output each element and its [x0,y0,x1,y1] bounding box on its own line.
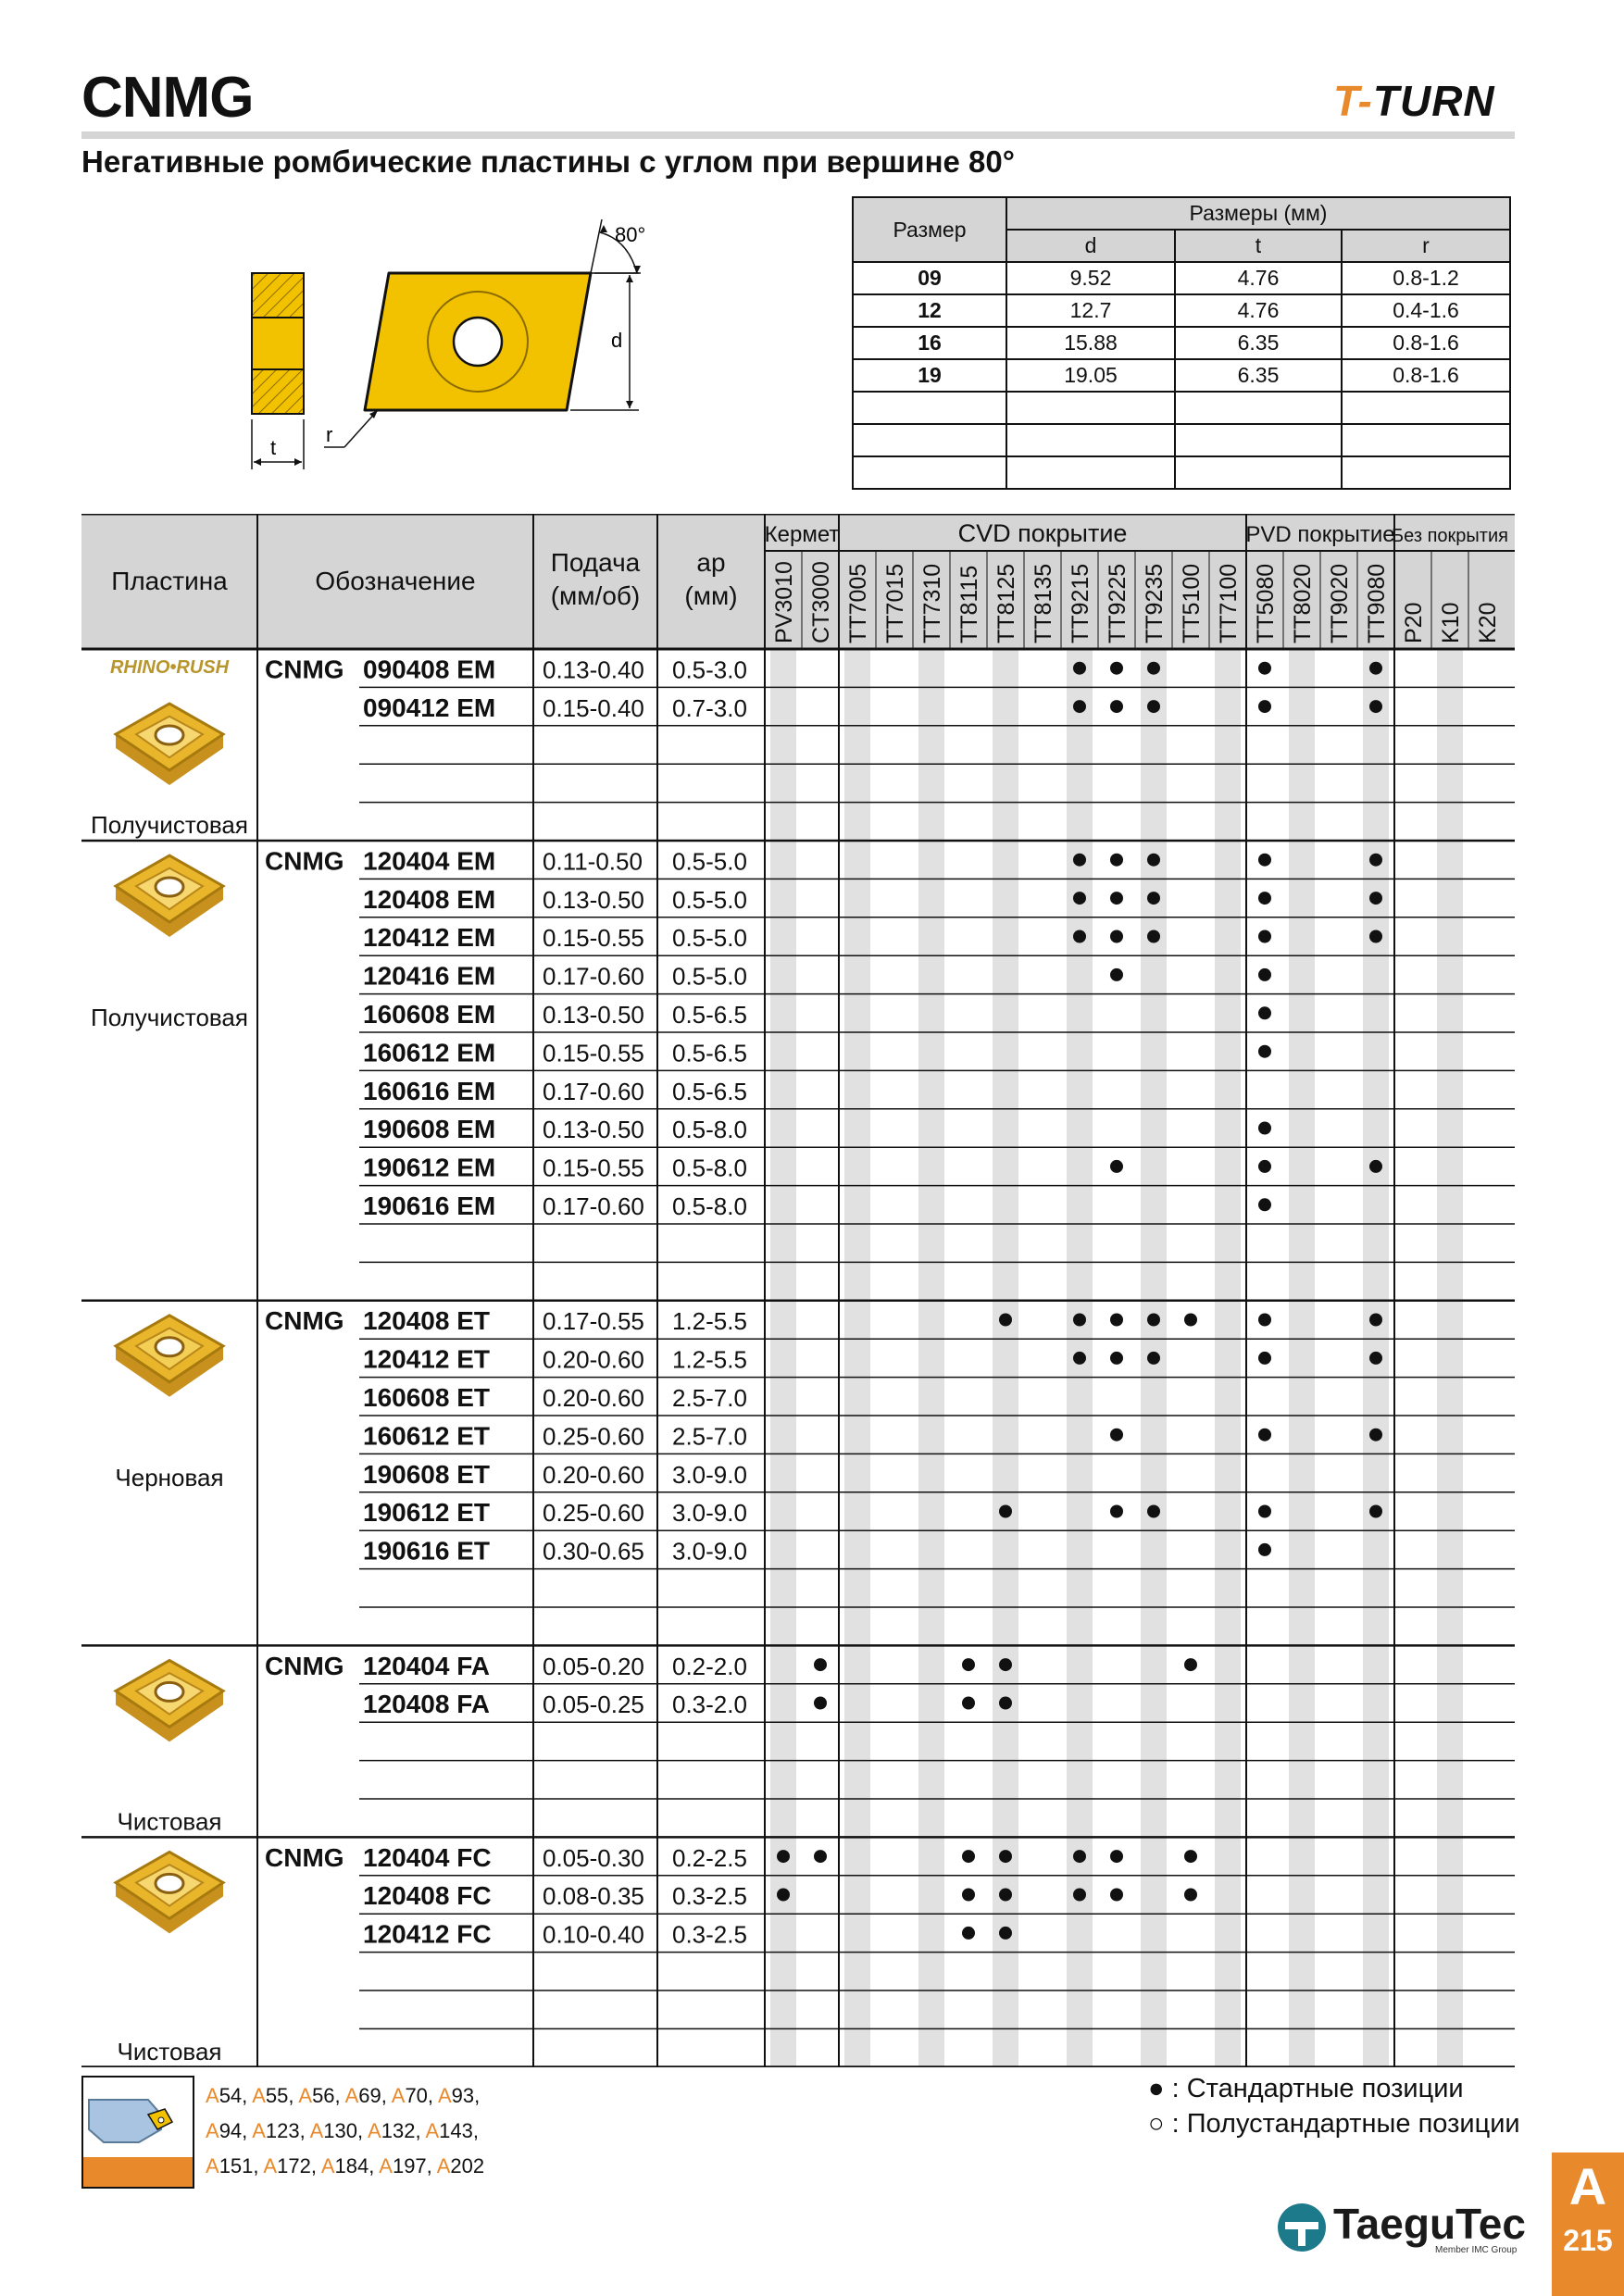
designation-code: 190612 ET [363,1498,490,1528]
ap-value: 0.5-5.0 [672,885,747,914]
standard-dot [1258,1045,1271,1058]
feed-value: 0.05-0.25 [543,1691,644,1719]
standard-dot [1147,700,1160,713]
designation-code: 120412 FC [363,1919,492,1949]
standard-dot [1110,1352,1123,1365]
designation-code: 120408 FA [363,1690,490,1719]
standard-dot [999,1889,1012,1902]
rhino-rush-logo: RHINO•RUSH [109,657,230,678]
grade-label: K20 [1475,602,1501,643]
dims-r [1342,456,1510,489]
grade-label: TT9215 [1068,563,1093,643]
logo-part-2: TURN [1372,77,1495,125]
standard-dot [1258,1006,1271,1019]
feed-value: 0.13-0.50 [543,1001,644,1029]
standard-dot [1369,892,1382,905]
brand-subtitle: Member IMC Group [1435,2245,1518,2255]
grade-label: TT8115 [956,565,982,643]
dims-r: 0.8-1.6 [1342,327,1510,359]
grade-label: TT9235 [1142,563,1168,643]
standard-dot [1184,1889,1197,1902]
designation-code: 190608 ET [363,1459,490,1489]
standard-dot [1110,662,1123,675]
toolholder-reference-icon [81,2076,194,2189]
grade-label: K10 [1438,602,1464,643]
dims-size: 19 [853,359,1006,392]
standard-dot [1184,1850,1197,1863]
standard-dot [1110,968,1123,981]
product-table [81,514,1515,2067]
designation-code: 120404 FC [363,1842,492,1872]
dims-t: 6.35 [1175,327,1342,359]
insert-photo-icon [116,1316,223,1397]
dims-t [1175,456,1342,489]
ap-value: 1.2-5.5 [672,1307,747,1336]
page-reference: A143 [425,2119,473,2142]
standard-dot [1147,1352,1160,1365]
page-reference: A94 [206,2119,243,2142]
standard-dot [814,1850,827,1863]
standard-dot [1258,1160,1271,1173]
page-references: A54, A55, A56, A69, A70, A93, A94, A123, A130, A132, A143, A151, A172, A184, A197, A202 [206,2084,485,2177]
ap-value: 0.5-8.0 [672,1154,747,1182]
insert-photo-icon [116,1852,223,1933]
dims-t [1175,392,1342,424]
dims-d: 9.52 [1006,262,1175,294]
page-reference: A202 [436,2154,485,2177]
dims-row [853,327,1510,359]
dims-size [853,392,1006,424]
feed-value: 0.08-0.35 [543,1882,644,1911]
dims-d: 15.88 [1006,327,1175,359]
designation-code: 120408 ET [363,1306,490,1336]
grade-stripe [1289,649,1315,2067]
standard-dot [1110,1850,1123,1863]
dims-d [1006,424,1175,456]
dims-col-d: d [1006,230,1175,262]
page-reference: A130 [309,2119,358,2142]
standard-dot [1369,1314,1382,1327]
standard-dot [999,1658,1012,1671]
feed-value: 0.13-0.50 [543,1116,644,1144]
header-group-cermet: Кермет [764,522,840,547]
header-designation: Обозначение [315,567,476,595]
standard-dot [1110,1505,1123,1518]
standard-dot [1110,930,1123,943]
designation-code: 120408 FC [363,1881,492,1911]
standard-dot [962,1889,975,1902]
standard-dot [1369,854,1382,867]
header-group-uncoated: Без покрытия [1392,526,1508,546]
section-letter: A [1568,2157,1607,2215]
angle-label: 80° [615,223,646,246]
page-reference: A197 [379,2154,427,2177]
dims-size: 09 [853,262,1006,294]
standard-dot [1258,1198,1271,1211]
standard-dot [962,1697,975,1710]
feed-value: 0.13-0.40 [543,655,644,684]
page-number: 215 [1563,2224,1613,2257]
standard-dot [1110,700,1123,713]
grade-label: TT7310 [919,563,945,643]
grade-label: TT5100 [1179,563,1205,643]
dims-d: 12.7 [1006,294,1175,327]
standard-dot [1369,700,1382,713]
page-title: CNMG [81,66,254,130]
standard-dot [1147,892,1160,905]
standard-dot [1258,854,1271,867]
standard-dot [1258,1505,1271,1518]
insert-photo-icon [116,855,223,937]
designation-code: 120412 ET [363,1344,490,1374]
ap-value: 0.5-3.0 [672,655,747,684]
designation-code: 120404 FA [363,1651,490,1680]
designation-code: 190616 ET [363,1536,490,1566]
dims-row [853,392,1510,424]
page-reference: A151 [206,2154,254,2177]
dims-r [1342,392,1510,424]
standard-dot [999,1850,1012,1863]
dimensions-table [852,196,1511,490]
standard-dot [1258,1352,1271,1365]
t-dim-label: t [270,436,277,459]
standard-dot [814,1697,827,1710]
dims-r [1342,424,1510,456]
standard-dot [1073,854,1086,867]
designation-prefix: CNMG [265,655,344,684]
dims-t: 4.76 [1175,262,1342,294]
dims-col-r: r [1342,230,1510,262]
insert-application-label: Получистовая [91,811,248,839]
dims-r: 0.4-1.6 [1342,294,1510,327]
brand-name: TaeguTec [1333,2200,1526,2248]
designation-prefix: CNMG [265,1842,344,1872]
header-insert: Пластина [111,567,228,595]
ap-value: 0.3-2.5 [672,1920,747,1949]
feed-value: 0.10-0.40 [543,1920,644,1949]
designation-code: 190608 EM [363,1115,496,1144]
legend-semistandard: ○ : Полустандартные позиции [1148,2109,1520,2139]
grade-label: TT8135 [1031,563,1056,643]
feed-value: 0.05-0.30 [543,1843,644,1872]
feed-value: 0.20-0.60 [543,1384,644,1412]
designation-code: 090408 EM [363,655,496,684]
ap-value: 3.0-9.0 [672,1460,747,1489]
feed-value: 0.13-0.50 [543,885,644,914]
ap-value: 0.2-2.0 [672,1652,747,1680]
r-dim-label: r [326,423,333,446]
feed-value: 0.15-0.55 [543,1039,644,1067]
feed-value: 0.05-0.20 [543,1652,644,1680]
standard-dot [1369,930,1382,943]
grade-stripe [844,649,870,2067]
grade-label: TT8125 [993,563,1019,643]
dims-row [853,294,1510,327]
feed-value: 0.17-0.60 [543,1077,644,1105]
taegutec-emblem-icon [1276,2202,1328,2253]
standard-dot [1110,854,1123,867]
dims-t: 4.76 [1175,294,1342,327]
standard-dot [1110,1314,1123,1327]
feed-value: 0.15-0.40 [543,693,644,722]
designation-code: 160612 ET [363,1421,490,1451]
grade-label: TT9020 [1327,563,1353,643]
ap-value: 0.2-2.5 [672,1843,747,1872]
grade-label: P20 [1401,602,1427,643]
designation-prefix: CNMG [265,1651,344,1680]
dims-r: 0.8-1.2 [1342,262,1510,294]
dims-size [853,456,1006,489]
designation-prefix: CNMG [265,846,344,876]
standard-dot [1258,1314,1271,1327]
standard-dot [1073,700,1086,713]
standard-dot [1073,1352,1086,1365]
header-ap: ap [696,548,726,577]
top-view [324,219,645,447]
standard-dot [1110,1889,1123,1902]
dims-t: 6.35 [1175,359,1342,392]
insert-application-label: Чистовая [117,1807,222,1836]
page-reference: A132 [368,2119,416,2142]
standard-dot [814,1658,827,1671]
designation-code: 190616 EM [363,1192,496,1220]
page-reference: A93 [437,2084,475,2107]
dims-size-header: Размер [853,197,1006,262]
page-reference: A54 [206,2084,243,2107]
designation-code: 160608 ET [363,1383,490,1412]
designation-code: 120408 EM [363,884,496,914]
grade-stripe [1215,649,1241,2067]
page-tab [1552,2152,1624,2296]
logo-part-1: T- [1333,77,1373,125]
designation-code: 160616 EM [363,1076,496,1105]
insert-application-label: Чистовая [117,2037,222,2065]
standard-dot [962,1850,975,1863]
dims-row [853,262,1510,294]
header-rule [81,131,1515,139]
standard-dot [1073,1889,1086,1902]
standard-dot [777,1850,790,1863]
ap-value: 1.2-5.5 [672,1345,747,1374]
dims-size: 16 [853,327,1006,359]
designation-code: 190612 EM [363,1153,496,1182]
insert-application-label: Получистовая [91,1004,248,1031]
grade-stripe [1437,649,1463,2067]
standard-dot [1258,930,1271,943]
page-reference: A184 [320,2154,369,2177]
feed-value: 0.15-0.55 [543,1154,644,1182]
header-feed: Подача [550,548,641,577]
standard-dot [1258,1122,1271,1135]
standard-dot [1073,892,1086,905]
dims-row [853,424,1510,456]
standard-dot [999,1505,1012,1518]
header-group-pvd: PVD покрытие [1245,522,1395,547]
standard-dot [1258,968,1271,981]
standard-dot [1369,1429,1382,1441]
feed-value: 0.30-0.65 [543,1537,644,1566]
designation-code: 120412 EM [363,923,496,953]
feed-value: 0.17-0.55 [543,1307,644,1336]
standard-dot [1258,1543,1271,1556]
header-ap-unit: (мм) [684,581,738,610]
page-reference: A55 [252,2084,289,2107]
grade-label: TT5080 [1253,563,1279,643]
insert-photo-icon [116,704,223,785]
standard-dot [1258,892,1271,905]
standard-dot [1369,1352,1382,1365]
standard-dot [1073,1314,1086,1327]
d-dim-label: d [611,329,623,352]
standard-dot [1258,662,1271,675]
t-turn-logo [1333,76,1495,126]
dims-r: 0.8-1.6 [1342,359,1510,392]
side-view [252,273,304,469]
ap-value: 2.5-7.0 [672,1422,747,1451]
grade-label: TT7015 [882,563,908,643]
dims-row [853,456,1510,489]
standard-dot [1073,662,1086,675]
insert-application-label: Черновая [115,1463,224,1491]
ap-value: 3.0-9.0 [672,1537,747,1566]
standard-dot [1147,1314,1160,1327]
ap-value: 0.7-3.0 [672,693,747,722]
page-reference: A56 [298,2084,335,2107]
ap-value: 0.5-5.0 [672,924,747,953]
insert-photo-icon [116,1660,223,1741]
designation-prefix: CNMG [265,1306,344,1336]
feed-value: 0.11-0.50 [543,847,643,876]
designation-code: 090412 EM [363,693,496,722]
designation-code: 120416 EM [363,961,496,991]
grade-label: TT7100 [1216,563,1242,643]
standard-dot [1258,1429,1271,1441]
ap-value: 0.3-2.0 [672,1691,747,1719]
standard-dot [1369,1505,1382,1518]
feed-value: 0.25-0.60 [543,1422,644,1451]
grade-label: TT7005 [845,563,871,643]
feed-value: 0.17-0.60 [543,962,644,991]
designation-code: 120404 EM [363,846,496,876]
dims-size [853,424,1006,456]
header-feed-unit: (мм/об) [550,581,641,610]
ap-value: 0.5-6.5 [672,1001,747,1029]
standard-dot [777,1889,790,1902]
grade-label: CT3000 [808,561,834,643]
dims-main-header: Размеры (мм) [1006,197,1510,230]
standard-dot [1258,700,1271,713]
standard-dot [962,1927,975,1940]
legend-standard: ● : Стандартные позиции [1148,2074,1464,2103]
standard-dot [1110,892,1123,905]
dims-size: 12 [853,294,1006,327]
insert-diagram [241,208,685,477]
standard-dot [1369,662,1382,675]
standard-dot [1184,1314,1197,1327]
ap-value: 0.5-5.0 [672,847,747,876]
standard-dot [1147,662,1160,675]
grade-stripe [918,649,944,2067]
page-reference: A172 [263,2154,311,2177]
feed-value: 0.15-0.55 [543,924,644,953]
dims-d: 19.05 [1006,359,1175,392]
designation-code: 160608 EM [363,1000,496,1029]
feed-value: 0.20-0.60 [543,1460,644,1489]
standard-dot [999,1697,1012,1710]
dims-t [1175,424,1342,456]
standard-dot [1073,1850,1086,1863]
grade-label: TT8020 [1290,563,1316,643]
dims-d [1006,392,1175,424]
header-group-cvd: CVD покрытие [957,519,1128,547]
page-reference: A70 [391,2084,428,2107]
standard-dot [1369,1160,1382,1173]
standard-dot [1147,1505,1160,1518]
standard-dot [1184,1658,1197,1671]
page-reference: A123 [252,2119,300,2142]
grade-label: TT9080 [1364,563,1390,643]
ap-value: 3.0-9.0 [672,1499,747,1528]
standard-dot [1147,930,1160,943]
ap-value: 0.5-8.0 [672,1116,747,1144]
ap-value: 0.5-6.5 [672,1077,747,1105]
standard-dot [1073,930,1086,943]
standard-dot [962,1658,975,1671]
standard-dot [999,1314,1012,1327]
grade-label: PV3010 [771,561,797,643]
page-reference: A69 [344,2084,381,2107]
ap-value: 0.5-8.0 [672,1192,747,1220]
designation-code: 160612 EM [363,1038,496,1067]
standard-dot [1110,1160,1123,1173]
ap-value: 2.5-7.0 [672,1384,747,1412]
standard-dot [1110,1429,1123,1441]
standard-dot [1147,854,1160,867]
dims-row [853,359,1510,392]
ap-value: 0.3-2.5 [672,1882,747,1911]
dims-col-t: t [1175,230,1342,262]
standard-dot [999,1927,1012,1940]
ap-value: 0.5-5.0 [672,962,747,991]
feed-value: 0.17-0.60 [543,1192,644,1220]
page-subtitle: Негативные ромбические пластины с углом при вершине 80° [81,144,1015,179]
feed-value: 0.20-0.60 [543,1345,644,1374]
ap-value: 0.5-6.5 [672,1039,747,1067]
dims-d [1006,456,1175,489]
feed-value: 0.25-0.60 [543,1499,644,1528]
grade-label: TT9225 [1105,563,1131,643]
